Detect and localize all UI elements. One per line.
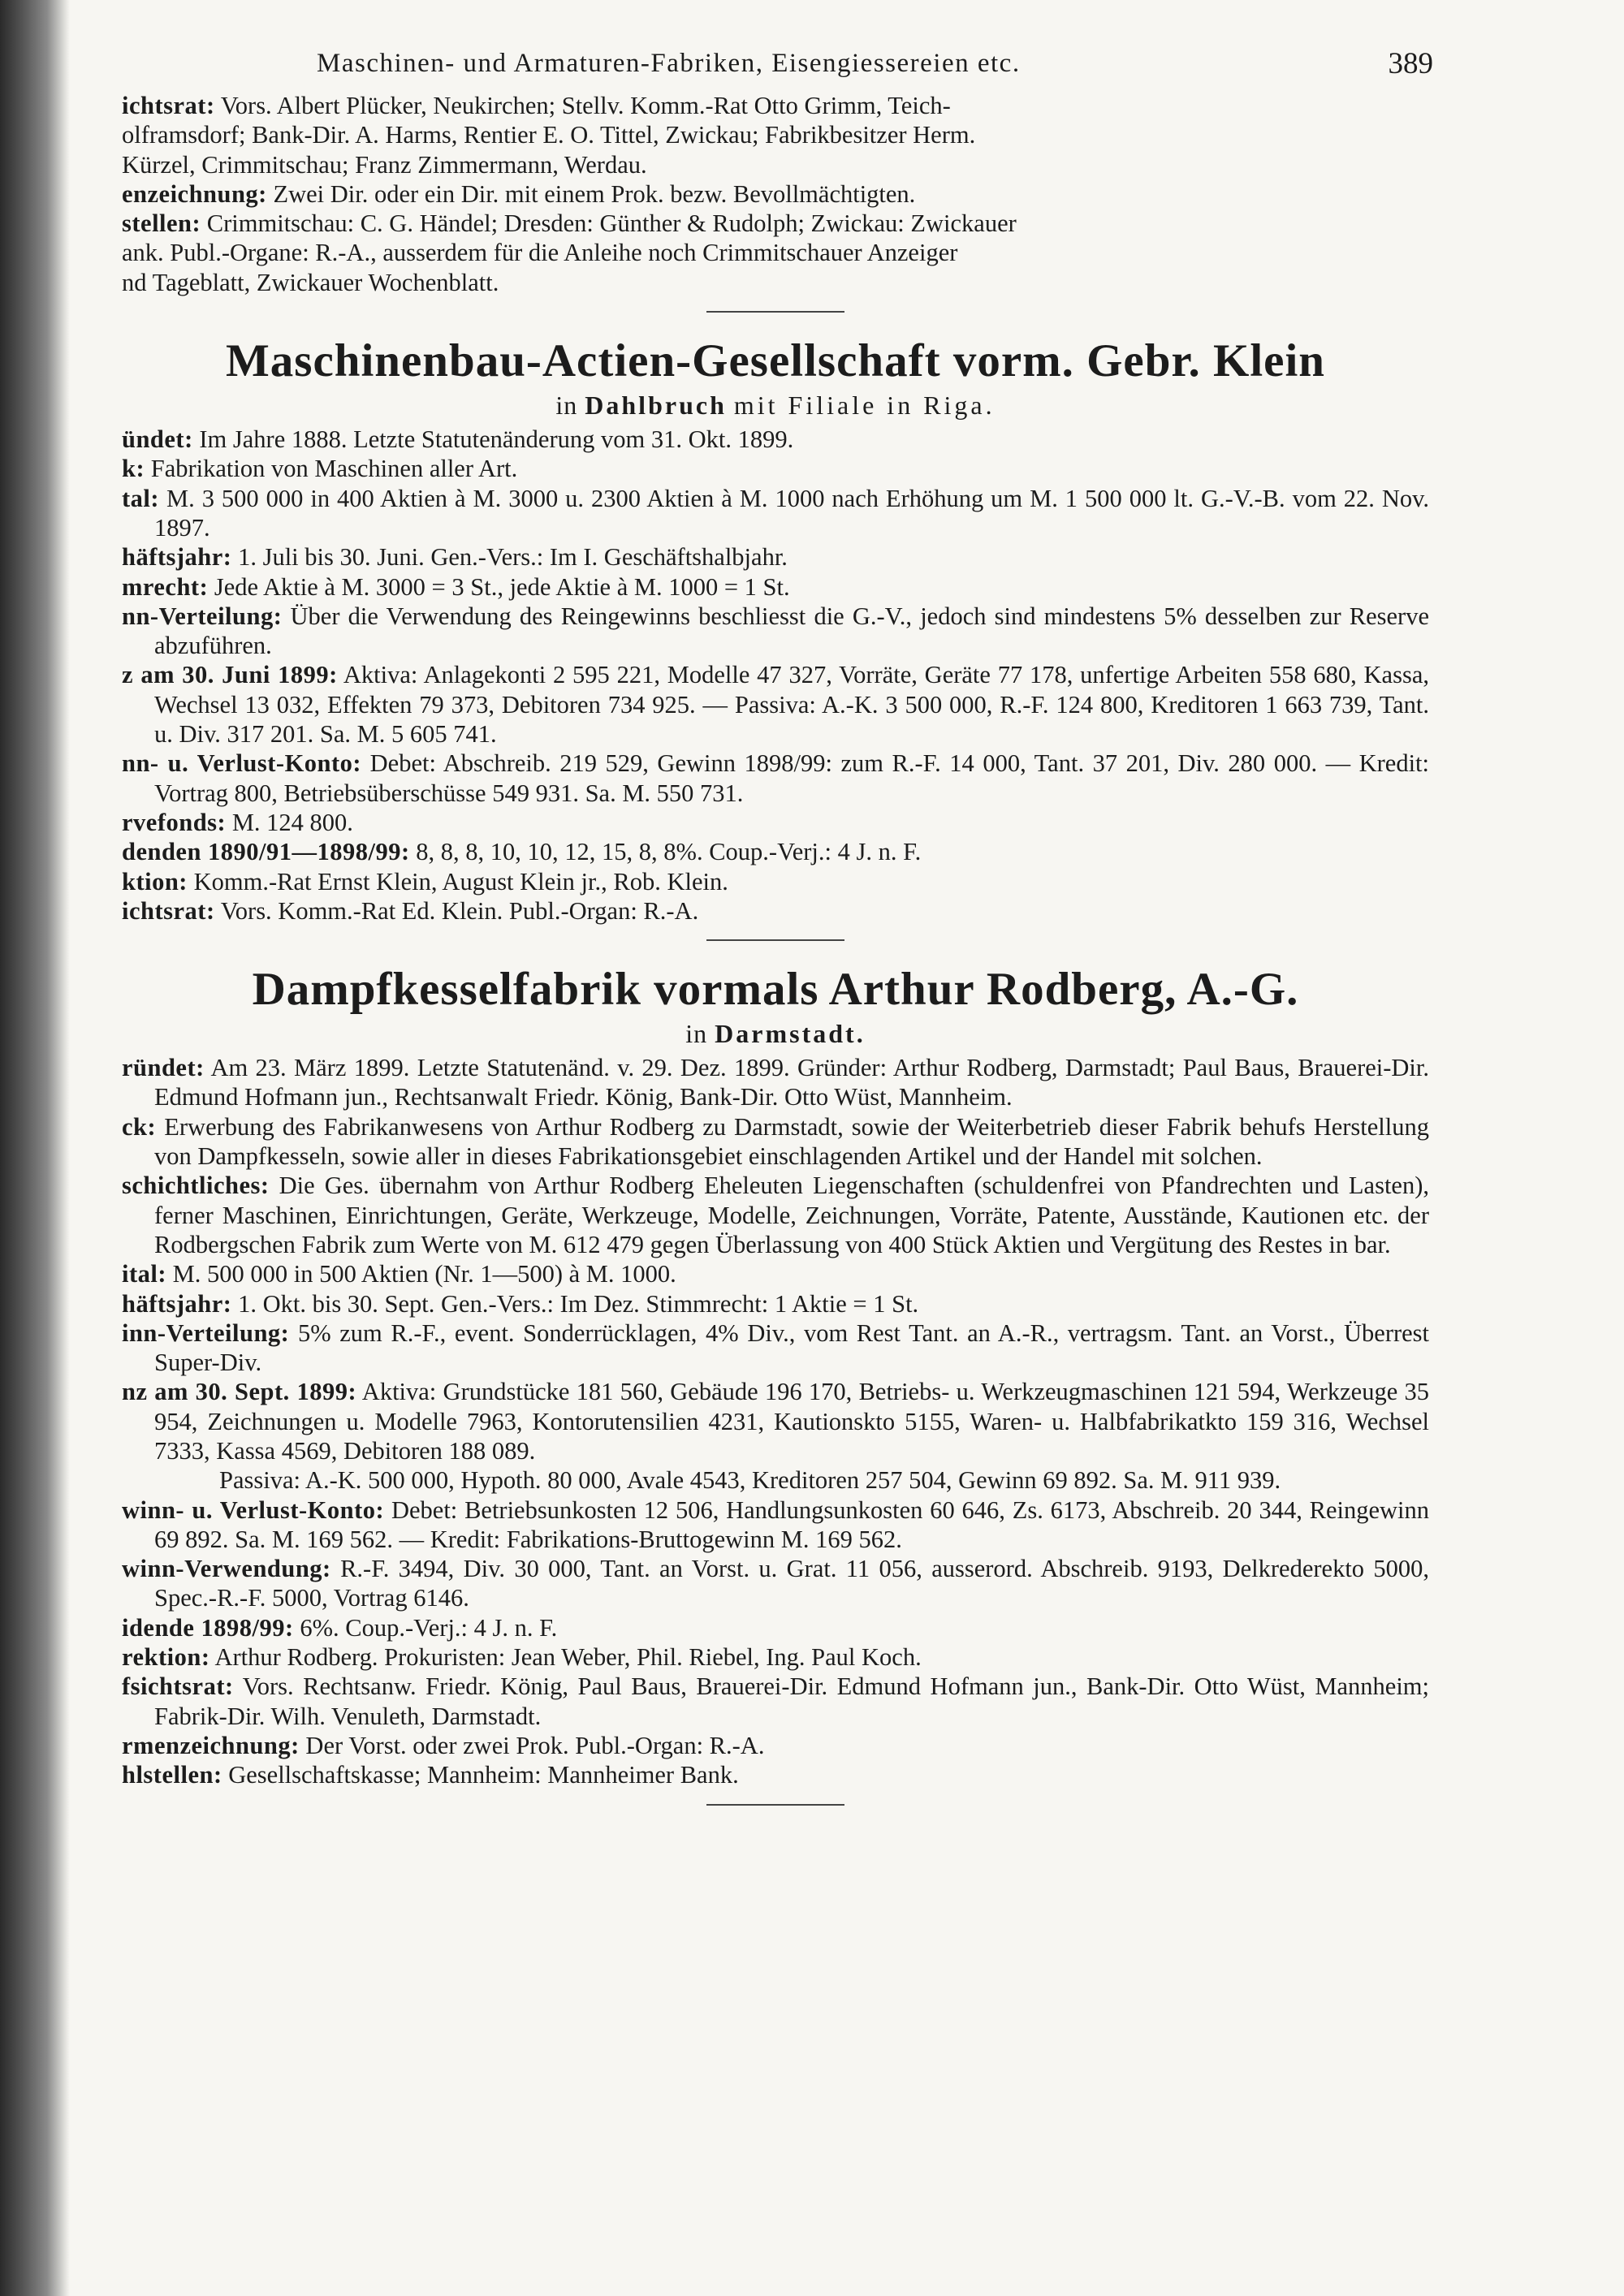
- field-text: M. 124 800.: [231, 808, 353, 836]
- field-text: M. 500 000 in 500 Aktien (Nr. 1—500) à M. 1000.: [172, 1260, 676, 1288]
- company-entry-rodberg: [122, 962, 1429, 1789]
- field-label: fsichtsrat:: [122, 1672, 234, 1701]
- entry-line: [122, 660, 1429, 749]
- entry-line: [122, 268, 1429, 297]
- field-label: nn- u. Verlust-Konto:: [122, 749, 362, 778]
- field-label: ktion:: [122, 867, 188, 896]
- entry-line: [122, 1495, 1429, 1555]
- page: [122, 42, 1433, 1820]
- entry-line: [122, 1377, 1429, 1465]
- running-head: [122, 42, 1433, 91]
- field-label: ck:: [122, 1112, 157, 1141]
- field-label: rektion:: [122, 1643, 210, 1672]
- entry-line: [122, 1289, 1429, 1318]
- entry-line: [122, 1760, 1429, 1789]
- entry-line: [122, 602, 1429, 661]
- field-label: inn-Verteilung:: [122, 1318, 290, 1347]
- location-prefix: in: [555, 391, 578, 421]
- field-label: stellen:: [122, 209, 201, 238]
- company-title: Maschinenbau-Actien-Gesellschaft vorm. Gebr. Klein: [225, 335, 1326, 387]
- carryover-entry: [122, 91, 1429, 297]
- field-label: ründet:: [122, 1054, 205, 1082]
- entry-line: [122, 1259, 1429, 1288]
- entry-line: [122, 896, 1429, 926]
- field-text: Komm.-Rat Ernst Klein, August Klein jr., Rob. Klein.: [193, 867, 728, 896]
- entry-line: [122, 1642, 1429, 1672]
- entry-line: [122, 542, 1429, 572]
- field-text: nd Tageblatt, Zwickauer Wochenblatt.: [122, 268, 499, 296]
- field-text: R.-F. 3494, Div. 30 000, Tant. an Vorst. u. Grat. 11 056, ausserord. Abschreib. 9193, Delkrederekto 5000, Spec.-R.-F. 5000, Vortrag 6146.: [154, 1555, 1429, 1612]
- location-city: Darmstadt.: [715, 1019, 866, 1049]
- field-label: winn- u. Verlust-Konto:: [122, 1495, 385, 1524]
- entry-line: [122, 1112, 1429, 1172]
- field-label: nn-Verteilung:: [122, 602, 283, 630]
- field-text: Zwei Dir. oder ein Dir. mit einem Prok. bezw. Bevollmächtigten.: [273, 179, 916, 208]
- field-text: Jede Aktie à M. 3000 = 3 St., jede Aktie à M. 1000 = 1 St.: [214, 572, 790, 601]
- company-location: [122, 1017, 1429, 1050]
- field-label: k:: [122, 455, 145, 483]
- entry-line: [122, 1171, 1429, 1259]
- field-label: ital:: [122, 1260, 167, 1288]
- location-suffix: mit Filiale in Riga.: [733, 391, 996, 421]
- entry-line: [122, 1465, 1429, 1495]
- field-text: Im Jahre 1888. Letzte Statutenänderung vom 31. Okt. 1899.: [199, 425, 794, 454]
- book-binding-edge: [0, 0, 70, 2296]
- field-label: rmenzeichnung:: [122, 1731, 300, 1759]
- field-text: 6%. Coup.-Verj.: 4 J. n. F.: [300, 1613, 558, 1642]
- entry-line: [122, 1053, 1429, 1112]
- entry-line: [122, 209, 1429, 238]
- field-text: Aktiva: Grundstücke 181 560, Gebäude 196 170, Betriebs- u. Werkzeugmaschinen 121 594, Werkzeuge 35 954, Zeichnungen u. Modelle 7963, Kontorutensilien 4231, Kautionskto 5155, Waren- u. Halbfabrikatkto 159 316, Wechsel 7333, Kassa 4569, Debitoren 188 089.: [154, 1378, 1429, 1465]
- field-text: Debet: Abschreib. 219 529, Gewinn 1898/99: zum R.-F. 14 000, Tant. 37 201, Div. 280 000. — Kredit: Vortrag 800, Betriebsüberschüsse 549 931. Sa. M. 550 731.: [154, 749, 1430, 807]
- company-title: Dampfkesselfabrik vormals Arthur Rodberg, A.-G.: [252, 964, 1299, 1016]
- entry-line: [122, 454, 1429, 483]
- field-text: Arthur Rodberg. Prokuristen: Jean Weber, Phil. Riebel, Ing. Paul Koch.: [214, 1643, 922, 1672]
- field-text: 1. Okt. bis 30. Sept. Gen.-Vers.: Im Dez. Stimmrecht: 1 Aktie = 1 St.: [238, 1289, 919, 1318]
- field-label: nz am 30. Sept. 1899:: [122, 1378, 357, 1406]
- field-text: Die Ges. übernahm von Arthur Rodberg Eheleuten Liegenschaften (schuldenfrei von Pfandrechten und Lasten), ferner Maschinen, Einrichtungen, Geräte, Werkzeuge, Modelle, Zeichnungen, Vorräte, Patente, Ausstände, Kautionen etc. der Rodbergschen Fabrik zum Werte von M. 612 479 gegen Überlassung von 400 Stück Aktien und Vergütung des Restes in bar.: [154, 1172, 1430, 1258]
- field-text: Vors. Rechtsanw. Friedr. König, Paul Baus, Brauerei-Dir. Edmund Hofmann jun., Bank-Dir. Otto Wüst, Mannheim; Fabrik-Dir. Wilh. Venuleth, Darmstadt.: [154, 1672, 1430, 1730]
- entry-line: [122, 238, 1429, 267]
- field-label: schichtliches:: [122, 1172, 270, 1200]
- entry-line: [122, 749, 1429, 808]
- field-label: ichtsrat:: [122, 896, 215, 925]
- entry-line: [122, 1554, 1429, 1613]
- field-text: 5% zum R.-F., event. Sonderrücklagen, 4% Div., vom Rest Tant. an A.-R., vertragsm. Tant. an Vorst., Überrest Super-Div.: [154, 1318, 1430, 1377]
- field-text: olframsdorf; Bank-Dir. A. Harms, Rentier E. O. Tittel, Zwickau; Fabrikbesitzer Herm.: [122, 121, 976, 149]
- field-text: Vors. Komm.-Rat Ed. Klein. Publ.-Organ: R.-A.: [220, 896, 699, 925]
- field-label: tal:: [122, 484, 160, 512]
- field-text: Crimmitschau: C. G. Händel; Dresden: Günther & Rudolph; Zwickau: Zwickauer: [206, 209, 1017, 238]
- field-label: denden 1890/91—1898/99:: [122, 838, 410, 866]
- entry-line: [122, 867, 1429, 896]
- field-text: Aktiva: Anlagekonti 2 595 221, Modelle 47 327, Vorräte, Geräte 77 178, unfertige Arbeiten 558 680, Kassa, Wechsel 13 032, Effekten 79 373, Debitoren 734 925. — Passiva: A.-K. 3 500 000, R.-F. 124 800, Kreditoren 1 663 739, Tant. u. Div. 317 201. Sa. M. 5 605 741.: [154, 661, 1429, 749]
- field-label: häftsjahr:: [122, 1289, 232, 1318]
- entry-line: [122, 1731, 1429, 1760]
- field-text: Über die Verwendung des Reingewinns beschliesst die G.-V., jedoch sind mindestens 5% desselben zur Reserve abzuführen.: [154, 602, 1429, 660]
- field-label: mrecht:: [122, 572, 209, 601]
- entry-line: [122, 425, 1429, 454]
- entry-line: [122, 484, 1429, 543]
- field-text: Kürzel, Crimmitschau; Franz Zimmermann, Werdau.: [122, 150, 647, 179]
- field-label: enzeichnung:: [122, 179, 267, 208]
- page-number: 389: [1388, 47, 1433, 80]
- field-label: häftsjahr:: [122, 543, 232, 572]
- entry-line: [122, 1672, 1429, 1731]
- field-text: Fabrikation von Maschinen aller Art.: [150, 455, 518, 483]
- entry-line: [122, 1318, 1429, 1378]
- field-text: Erwerbung des Fabrikanwesens von Arthur Rodberg zu Darmstadt, sowie der Weiterbetrieb dieser Fabrik behufs Herstellung von Dampfkesseln, sowie aller in dieses Fabrikationsgebiet einschlagenden Artikel und der Handel mit solchen.: [154, 1112, 1430, 1171]
- location-city: Dahlbruch: [585, 391, 727, 421]
- field-text: Debet: Betriebsunkosten 12 506, Handlungsunkosten 60 646, Zs. 6173, Abschreib. 20 344, Reingewinn 69 892. Sa. M. 169 562. — Kredit: Fabrikations-Bruttogewinn M. 169 562.: [154, 1495, 1430, 1553]
- section-divider: [706, 311, 844, 313]
- company-entry-klein: [122, 334, 1429, 926]
- entry-line: [122, 91, 1429, 120]
- field-text: Gesellschaftskasse; Mannheim: Mannheimer Bank.: [228, 1761, 739, 1789]
- entry-line: [122, 572, 1429, 602]
- field-label: hlstellen:: [122, 1761, 222, 1789]
- company-location: [122, 389, 1429, 421]
- running-title: Maschinen- und Armaturen-Fabriken, Eisengiessereien etc.: [317, 49, 1021, 78]
- section-divider: [706, 939, 844, 941]
- field-label: z am 30. Juni 1899:: [122, 661, 338, 689]
- field-text: Passiva: A.-K. 500 000, Hypoth. 80 000, Avale 4543, Kreditoren 257 504, Gewinn 69 892. Sa. M. 911 939.: [219, 1466, 1281, 1495]
- field-text: Am 23. März 1899. Letzte Statutenänd. v. 29. Dez. 1899. Gründer: Arthur Rodberg, Darmstadt; Paul Baus, Brauerei-Dir. Edmund Hofmann jun., Rechtsanwalt Friedr. König, Bank-Dir. Otto Wüst, Mannheim.: [154, 1054, 1429, 1111]
- section-divider: [706, 1804, 844, 1806]
- field-text: 1. Juli bis 30. Juni. Gen.-Vers.: Im I. Geschäftshalbjahr.: [238, 543, 788, 572]
- field-label: ichtsrat:: [122, 92, 215, 119]
- field-text: Der Vorst. oder zwei Prok. Publ.-Organ: R.-A.: [305, 1731, 765, 1759]
- entry-line: [122, 808, 1429, 837]
- entry-line: [122, 837, 1429, 866]
- field-label: rvefonds:: [122, 808, 227, 836]
- field-label: ündet:: [122, 425, 193, 454]
- location-prefix: in: [685, 1019, 708, 1049]
- field-text: M. 3 500 000 in 400 Aktien à M. 3000 u. 2300 Aktien à M. 1000 nach Erhöhung um M. 1 500 000 lt. G.-V.-B. vom 22. Nov. 1897.: [154, 484, 1430, 542]
- field-label: winn-Verwendung:: [122, 1555, 331, 1583]
- entry-line: [122, 120, 1429, 149]
- entry-line: [122, 1613, 1429, 1642]
- entry-line: [122, 150, 1429, 179]
- field-text: 8, 8, 8, 10, 10, 12, 15, 8, 8%. Coup.-Verj.: 4 J. n. F.: [416, 838, 922, 866]
- entry-line: [122, 179, 1429, 209]
- field-text: Vors. Albert Plücker, Neukirchen; Stellv. Komm.-Rat Otto Grimm, Teich-: [220, 92, 951, 119]
- field-label: idende 1898/99:: [122, 1613, 294, 1642]
- field-text: ank. Publ.-Organe: R.-A., ausserdem für die Anleihe noch Crimmitschauer Anzeiger: [122, 239, 958, 267]
